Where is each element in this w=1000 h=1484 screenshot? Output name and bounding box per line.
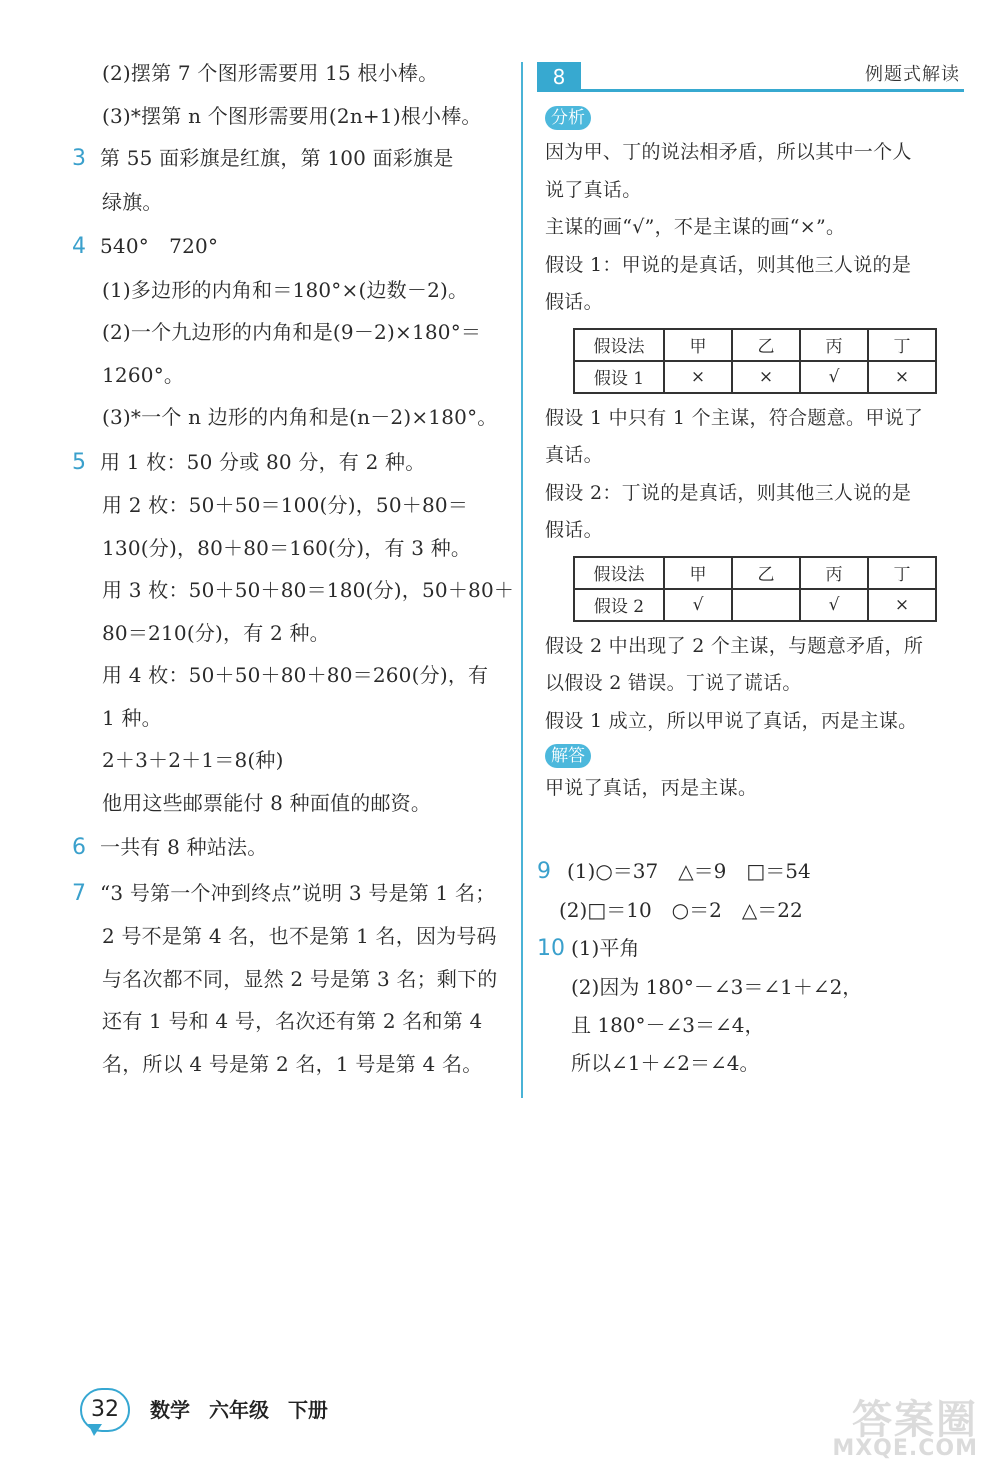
- item-7: [72, 872, 512, 1086]
- hypothesis-table-1: [573, 328, 937, 394]
- item-number: 9: [537, 859, 551, 884]
- analysis-text: 假设 2：丁说的是真话，则其他三人说的是: [545, 481, 912, 504]
- item-4: [72, 225, 512, 439]
- item-number: 10: [537, 936, 565, 961]
- item-text: 且 180°－∠3＝∠4，: [571, 1013, 765, 1037]
- table-cell: 乙: [732, 557, 800, 589]
- grade-label: 六年级: [208, 1398, 269, 1422]
- item-text: (1)○＝37 △＝9 □＝54: [567, 859, 811, 883]
- table-row: [574, 361, 936, 393]
- table-cell: √: [664, 589, 732, 621]
- book-info: [150, 1394, 340, 1423]
- analysis-text: 因为甲、丁的说法相矛盾，所以其中一个人: [545, 141, 912, 163]
- item-text: 与名次都不同，显然 2 号是第 3 名；剩下的: [102, 966, 498, 991]
- item-number: 4: [72, 234, 87, 259]
- analysis-text: 假话。: [545, 291, 603, 313]
- item-text: (2)□＝10 ○＝2 △＝22: [559, 898, 803, 922]
- item-text: 名，所以 4 号是第 2 名，1 号是第 4 名。: [102, 1051, 483, 1076]
- item-3: [72, 137, 512, 223]
- item-text: 1260°。: [102, 362, 185, 387]
- item-text: (3)*一个 n 边形的内角和是(n－2)×180°。: [102, 405, 498, 429]
- item-number: 7: [72, 880, 87, 906]
- table-row: [574, 589, 936, 621]
- table-cell: 丁: [868, 557, 936, 589]
- analysis-text: 主谋的画“√”，不是主谋的画“×”。: [545, 216, 846, 238]
- section-badge: 8: [537, 62, 581, 92]
- watermark-bottom: MXQE.COM: [832, 1436, 978, 1461]
- analysis-text: 真话。: [545, 444, 603, 466]
- item-head: 一共有 8 种站法。: [100, 835, 268, 859]
- item-text: (1)平角: [571, 936, 640, 960]
- item-number: 3: [72, 146, 87, 171]
- table-cell: 假设 1: [574, 361, 664, 393]
- analysis-text: 说了真话。: [545, 178, 642, 201]
- table-cell: 丙: [800, 329, 868, 361]
- item-text: 第 55 面彩旗是红旗，第 100 面彩旗是: [100, 146, 454, 170]
- volume-label: 下册: [287, 1398, 328, 1422]
- watermark-top: 答案圈: [852, 1397, 978, 1443]
- analysis-tag: 分析: [545, 106, 591, 130]
- table-cell: ×: [868, 589, 936, 621]
- item-text: 所以∠1＋∠2＝∠4。: [571, 1051, 760, 1075]
- section-title: 例题式解读: [865, 64, 960, 85]
- section-header: [537, 60, 964, 94]
- item-5: [72, 441, 515, 825]
- table-cell: 假设法: [574, 557, 664, 589]
- item-text: (2)因为 180°－∠3＝∠1＋∠2，: [571, 975, 863, 999]
- item-text: 他用这些邮票能付 8 种面值的邮资。: [102, 790, 432, 815]
- item-text: 绿旗。: [102, 189, 163, 214]
- table-cell: 假设法: [574, 329, 664, 361]
- item-text: 1 种。: [102, 705, 162, 730]
- watermark-logo: [788, 1388, 978, 1468]
- item-text: (1)多边形的内角和＝180°×(边数－2)。: [102, 277, 469, 302]
- item-text: 用 2 枚：50＋50＝100(分)，50＋80＝: [102, 493, 469, 517]
- item-text: 130(分)，80＋80＝160(分)，有 3 种。: [102, 535, 472, 560]
- item-6: [72, 826, 512, 870]
- table-cell: √: [800, 361, 868, 393]
- item-text: 2＋3＋2＋1＝8(种): [102, 748, 284, 772]
- analysis-text: 假设 2 中出现了 2 个主谋，与题意矛盾，所: [545, 634, 924, 657]
- table-cell: ×: [732, 361, 800, 393]
- item-number: 5: [72, 449, 87, 475]
- analysis-text: 以假设 2 错误。丁说了谎话。: [545, 672, 802, 694]
- analysis-text: 假设 1 中只有 1 个主谋，符合题意。甲说了: [545, 406, 924, 429]
- analysis-text: 假话。: [545, 519, 603, 541]
- table-cell: 丁: [868, 329, 936, 361]
- item-text: 用 3 枚：50＋50＋80＝180(分)，50＋80＋: [102, 578, 515, 602]
- speech-bubble-icon: [88, 1424, 102, 1436]
- item-text: 用 4 枚：50＋50＋80＋80＝260(分)，有: [102, 663, 489, 687]
- table-cell: 丙: [800, 557, 868, 589]
- hypothesis-table-2: [573, 556, 937, 622]
- analysis-text: 假设 1 成立，所以甲说了真话，丙是主谋。: [545, 709, 918, 732]
- table-cell: 假设 2: [574, 589, 664, 621]
- table-cell: 乙: [732, 329, 800, 361]
- item-number: 6: [72, 835, 87, 860]
- right-column: [545, 106, 965, 808]
- table-cell: 甲: [664, 329, 732, 361]
- item-head: 用 1 枚：50 分或 80 分，有 2 种。: [100, 449, 426, 474]
- table-header-row: [574, 329, 936, 361]
- page-number: 32: [80, 1388, 130, 1432]
- table-cell: 甲: [664, 557, 732, 589]
- column-divider: [521, 62, 523, 1098]
- left-column: [72, 52, 515, 1087]
- item-text: 2 号不是第 4 名，也不是第 1 名，因为号码: [102, 924, 497, 948]
- table-cell: ×: [868, 361, 936, 393]
- table-header-row: [574, 557, 936, 589]
- analysis-text: 假设 1：甲说的是真话，则其他三人说的是: [545, 253, 912, 276]
- subject-label: 数学: [150, 1398, 190, 1422]
- q2-line: (2)摆第 7 个图形需要用 15 根小棒。: [102, 61, 439, 85]
- item-head: 540° 720°: [100, 234, 219, 258]
- item-text: 还有 1 号和 4 号，名次还有第 2 名和第 4: [102, 1009, 483, 1033]
- item-text: 80＝210(分)，有 2 种。: [102, 620, 330, 645]
- item-head: “3 号第一个冲到终点”说明 3 号是第 1 名；: [100, 880, 496, 905]
- answer-tag: 解答: [545, 744, 591, 768]
- table-cell: √: [800, 589, 868, 621]
- items-9-10: [537, 852, 967, 1082]
- table-cell: ×: [664, 361, 732, 393]
- item-text: (2)一个九边形的内角和是(9－2)×180°＝: [102, 320, 482, 344]
- header-rule: [581, 89, 964, 92]
- table-cell: [732, 589, 800, 621]
- q3-line: (3)*摆第 n 个图形需要用(2n+1)根小棒。: [102, 103, 482, 128]
- answer-text: 甲说了真话，丙是主谋。: [545, 777, 758, 799]
